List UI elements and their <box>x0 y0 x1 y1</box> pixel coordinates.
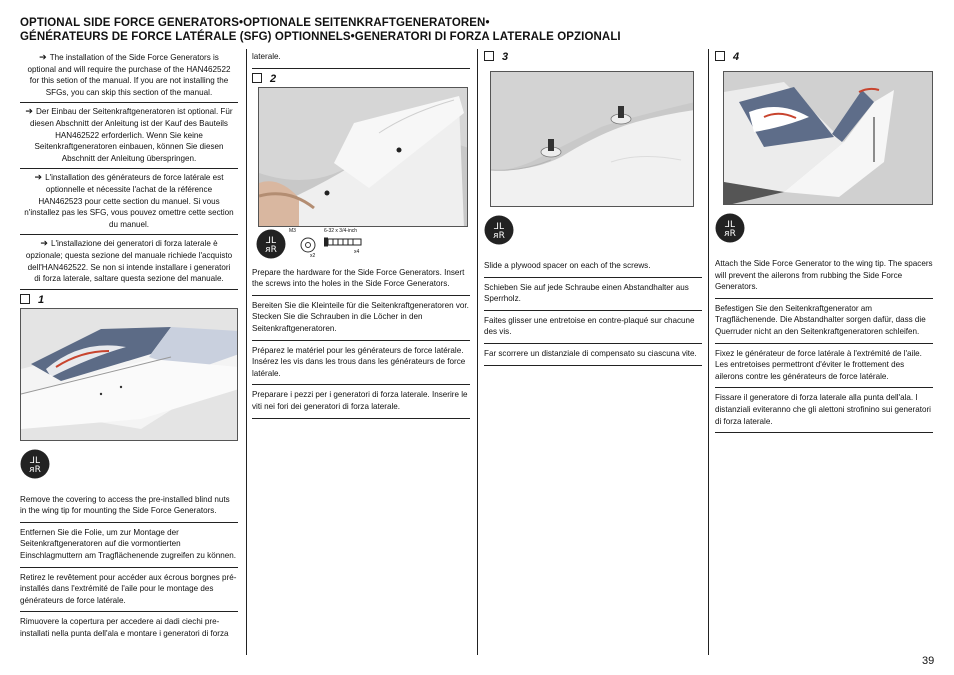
page-number: 39 <box>922 655 935 667</box>
heading-line-2: GÉNÉRATEURS DE FORCE LATÉRALE (SFG) OPTIONNELS•GENERATORI DI FORZA LATERALE OPZIONALI <box>20 31 621 43</box>
step-1-text-it: Rimuovere la copertura per accedere ai dadi ciechi pre-installati nella punta dell'ala e montare i generatori di forza <box>20 617 229 639</box>
step-3-text-fr: Faites glisser une entretoise en contre-plaqué sur chacune des vis. <box>484 311 702 344</box>
step-2-heading: 2 <box>252 71 470 87</box>
svg-text:⅃L: ⅃L <box>265 235 277 246</box>
svg-text:⅃L: ⅃L <box>493 222 505 232</box>
right-arrow-icon: ➔ <box>40 238 48 249</box>
hex-wrench-icon <box>20 449 50 479</box>
section-heading <box>20 16 940 44</box>
column-divider <box>246 49 247 655</box>
hardware-m3-label: M3 <box>289 227 296 234</box>
hardware-screw-label: 6-32 x 3/4-inch <box>324 227 358 234</box>
right-arrow-icon: ➔ <box>25 106 33 117</box>
step-1-photo <box>20 308 238 441</box>
hardware-screw-qty: x4 <box>354 248 360 255</box>
column-divider <box>708 49 709 655</box>
hex-wrench-icon <box>715 213 745 243</box>
step-4-text-fr: Fixez le générateur de force latérale à l'extrémité de l'aile. Les entretoises permettront d'éviter le frottement des ailerons contre les générateurs de force latérale. <box>715 344 933 389</box>
step-4-photo <box>723 71 933 205</box>
svg-text:ᴙR: ᴙR <box>724 229 736 239</box>
step-2-text-it: Preparare i pezzi per i generatori di forza laterale. Inserire le viti nei fori dei generatori di forza laterale. <box>252 385 470 418</box>
right-arrow-icon: ➔ <box>34 172 43 183</box>
step-3-heading: 3 <box>484 49 702 65</box>
step-3-text-it: Far scorrere un distanziale di compensato su ciascuna vite. <box>484 344 702 366</box>
screw-icon <box>324 237 362 247</box>
checkbox-icon[interactable] <box>484 51 494 61</box>
svg-text:ᴙR: ᴙR <box>265 244 277 255</box>
note-french: ➔ L'installation des générateurs de force latérale est optionnelle et nécessite l'achat de la référence HAN462523 pour cette section du manuel. Si vous n'installez pas les SFG, vous pouvez omettre cette section du manuel. <box>20 169 238 235</box>
step-1-text-fr: Retirez le revêtement pour accéder aux écrous borgnes pré-installés dans l'extrémité de l'aile pour le montage des générateurs de force latérale. <box>20 568 238 613</box>
svg-text:⅃L: ⅃L <box>724 220 736 230</box>
checkbox-icon[interactable] <box>715 51 725 61</box>
checkbox-icon[interactable] <box>252 73 262 83</box>
step-2-text-en: Prepare the hardware for the Side Force Generators. Insert the screws into the holes in the Side Force Generators. <box>252 263 470 296</box>
step-1-text-en: Remove the covering to access the pre-installed blind nuts in the wing tip for mounting the Side Force Generators. <box>20 490 238 523</box>
step-2-text-fr: Préparez le matériel pour les générateurs de force latérale. Insérez les vis dans les trous dans les générateurs de force latérale. <box>252 341 470 386</box>
column-divider <box>477 49 478 655</box>
note-english: ➔ The installation of the Side Force Generators is optional and will require the purchase of the HAN462522 for this setion of the manual. If you are not installing the SFGs, you can skip this section of the manual. <box>20 49 238 103</box>
step-2-text-de: Bereiten Sie die Kleinteile für die Seitenkraftgeneratoren vor. Stecken Sie die Schrauben in die Löcher in den Seitenkraftgeneratoren. <box>252 296 470 341</box>
washer-icon <box>300 237 316 253</box>
step-4-text-de: Befestigen Sie den Seitenkraftgenerator am Tragflächenende. Die Abstandhalter sorgen dafür, dass die Querruder nicht an den Seitenkraftgeneratoren schleifen. <box>715 299 933 344</box>
step-4-heading: 4 <box>715 49 933 65</box>
svg-text:ᴙR: ᴙR <box>29 464 41 475</box>
note-german: ➔ Der Einbau der Seitenkraftgeneratoren ist optional. Für diesen Abschnitt der Anleitung ist der Kauf des Bauteils HAN462522 erforderlich. Wenn Sie keine Seitenkraftgeneratoren einbauen, können Sie diesen Abschnitt der Anleitung überspringen. <box>20 103 238 169</box>
step-3-photo <box>490 71 694 207</box>
step-2-photo <box>258 87 468 227</box>
step-4-text-en: Attach the Side Force Generator to the wing tip. The spacers will prevent the ailerons from rubbing the Side Force Generators. <box>715 254 933 299</box>
column-2 <box>252 49 470 419</box>
hardware-washer-qty: x2 <box>310 252 316 259</box>
step-3-text-en: Slide a plywood spacer on each of the screws. <box>484 256 702 278</box>
hardware-diagram <box>252 229 470 259</box>
svg-text:⅃L: ⅃L <box>29 455 41 466</box>
column-4 <box>715 49 933 433</box>
right-arrow-icon: ➔ <box>39 52 47 62</box>
heading-line-1: OPTIONAL SIDE FORCE GENERATORS•OPTIONALE SEITENKRAFTGENERATOREN• <box>20 17 490 29</box>
column-3 <box>484 49 702 366</box>
step-4-text-it: Fissare il generatore di forza laterale alla punta dell'ala. I distanziali eviteranno che gli alettoni strofinino sui generatori di forza laterale. <box>715 388 933 433</box>
step-1-heading: 1 <box>20 292 238 308</box>
step-3-text-de: Schieben Sie auf jede Schraube einen Abstandhalter aus Sperrholz. <box>484 278 702 311</box>
column-1 <box>20 49 238 645</box>
hex-wrench-icon <box>484 215 514 245</box>
svg-text:ᴙR: ᴙR <box>493 231 505 241</box>
checkbox-icon[interactable] <box>20 294 30 304</box>
note-italian: ➔ L'installazione dei generatori di forza laterale è opzionale; questa sezione del manuale richiede l'acquisto dell'HAN462522. Se non si intende installare i generatori di forza laterale, saltare questa sezione del manuale. <box>20 235 238 289</box>
carryover-text: laterale. <box>252 49 470 69</box>
step-1-text-de: Entfernen Sie die Folie, um zur Montage der Seitenkraftgeneratoren auf die vormontierten Einschlagmuttern am Tragflächenende zugreifen zu können. <box>20 523 238 568</box>
